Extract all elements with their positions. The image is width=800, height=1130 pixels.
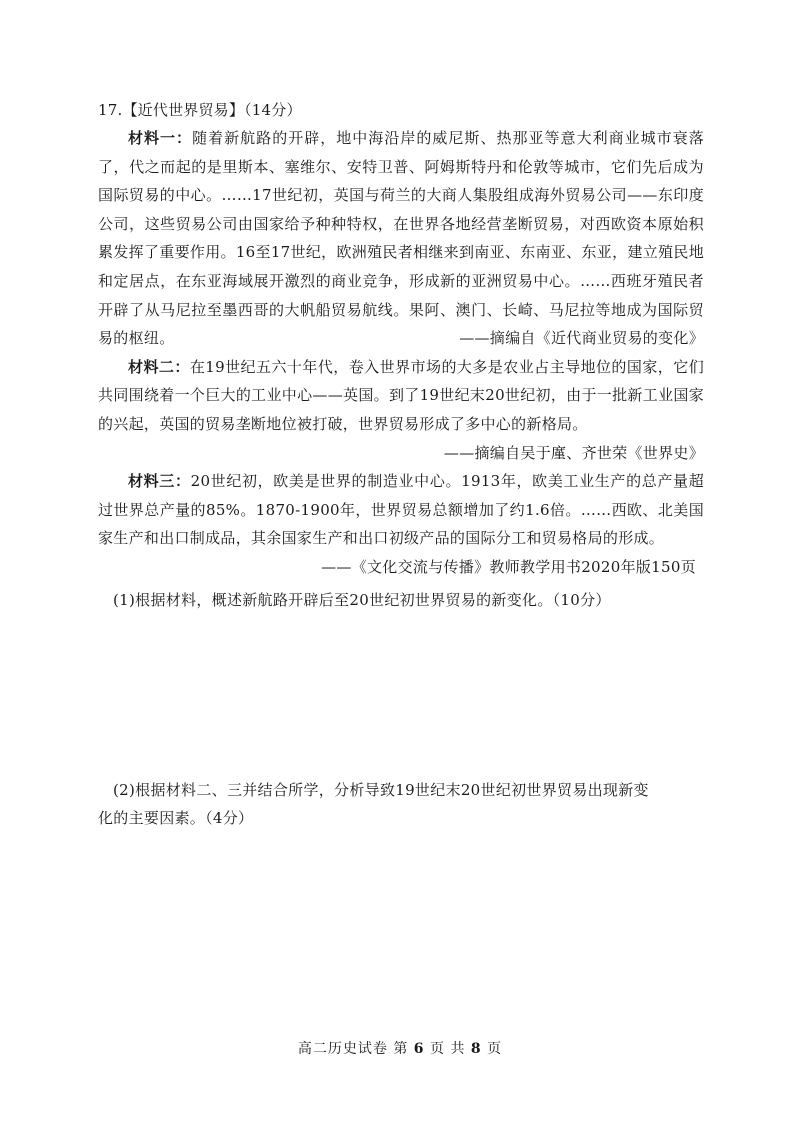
- material-2: [98, 353, 704, 439]
- material-3-source: ——《文化交流与传播》教师教学用书2020年版150页: [321, 557, 696, 576]
- footer-suffix: 页: [487, 1041, 503, 1057]
- material-2-source: ——摘编自吴于廑、齐世荣《世界史》: [443, 443, 704, 462]
- sub-question-1: (1)根据材料，概述新航路开辟后至20世纪初世界贸易的新变化。（10分）: [113, 590, 611, 609]
- material-1: [98, 124, 704, 353]
- sub-question-2-line2: 化的主要因素。（4分）: [98, 808, 254, 827]
- footer-middle: 页 共: [430, 1041, 466, 1057]
- page-footer: [0, 1038, 800, 1058]
- material-3-label: 材料三：: [128, 472, 191, 491]
- question-topic: 【近代世界贸易】: [122, 101, 245, 119]
- material-2-text: 在19世纪五六十年代，卷入世界市场的大多是农业占主导地位的国家，它们共同围绕着一个巨大的工业中心——英国。到了19世纪末20世纪初，由于一批新工业国家的兴起，英国的贸易垄断地位被打破，世界贸易形成了多中心的新格局。: [98, 357, 704, 433]
- material-3: [98, 467, 704, 553]
- sub-question-2-line1: (2)根据材料二、三并结合所学，分析导致19世纪末20世纪初世界贸易出现新变: [113, 780, 649, 799]
- material-1-label: 材料一：: [128, 129, 193, 147]
- material-1-source: ——摘编自《近代商业贸易的变化》: [459, 329, 704, 348]
- question-17: [98, 98, 704, 832]
- footer-prefix: 高二历史试卷 第: [297, 1041, 409, 1057]
- material-2-label: 材料二：: [128, 357, 190, 376]
- footer-page-number: 6: [413, 1041, 425, 1057]
- material-1-text: 随着新航路的开辟，地中海沿岸的威尼斯、热那亚等意大利商业城市衰落了，代之而起的是里斯本、塞维尔、安特卫普、阿姆斯特丹和伦敦等城市，它们先后成为国际贸易的中心。……17世纪初，英国与荷兰的大商人集股组成海外贸易公司——东印度公司，这些贸易公司由国家给予种种特权，在世界各地经营垄断贸易，对西欧资本原始积累发挥了重要作用。16至17世纪，欧洲殖民者相继来到南亚、东南亚、东亚，建立殖民地和定居点，在东亚海域展开激烈的商业竞争，形成新的亚洲贸易中心。……西班牙殖民者开辟了从马尼拉至墨西哥的大帆船贸易航线。果阿、澳门、长崎、马尼拉等地成为国际贸易的枢纽。: [98, 129, 705, 348]
- answer-space-1[interactable]: [98, 614, 704, 776]
- question-points: （14分）: [244, 101, 302, 119]
- question-number: 17.: [98, 101, 123, 119]
- material-3-text: 20世纪初，欧美是世界的制造业中心。1913年，欧美工业生产的总产量超过世界总产量的85%。1870-1900年，世界贸易总额增加了约1.6倍。……西欧、北美国家生产和出口制成品，其余国家生产和出口初级产品的国际分工和贸易格局的形成。: [98, 472, 705, 548]
- sub-question-2: [98, 776, 704, 832]
- question-title: [98, 98, 704, 122]
- footer-total-pages: 8: [470, 1041, 482, 1057]
